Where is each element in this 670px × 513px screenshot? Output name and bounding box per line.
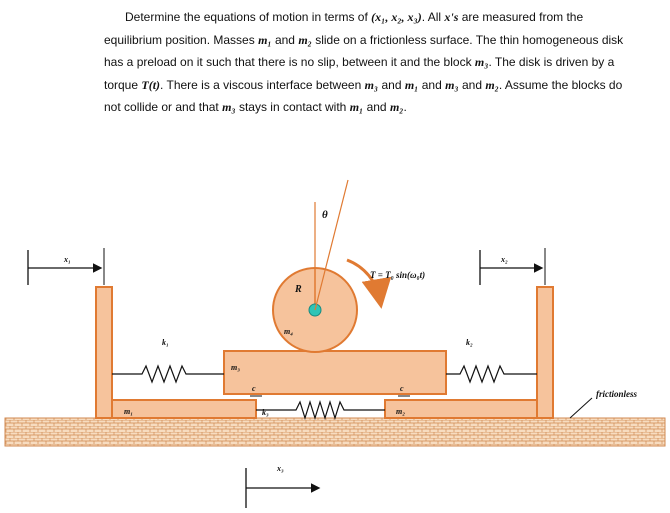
torque-equation: T = T₀ sin(ω₀t) [370, 270, 426, 280]
frictionless-leader [570, 398, 592, 418]
problem-paragraph: Determine the equations of motion in terms of (x₁, x₂, x₃). All x's are measured from the equilibrium position. Masses m₁ and m₂ slide on a frictionless surface. The thin homogeneous disk has a preload on it such that there is no slip, between it and the block m₃. The disk is driven by a torque T(t). There is a viscous interface between m₃ and m₁ and m₃ and m₂. Assume the blocks do not collide or and that m₃ stays in contact with m₁ and m₂. [104, 10, 624, 114]
block-m1 [112, 400, 256, 418]
x2-label: x₂ [501, 255, 508, 264]
disk-mass-label: m₄ [284, 327, 294, 336]
right-wall [537, 287, 553, 418]
k2-label: k₂ [466, 338, 473, 347]
theta-label: θ [322, 209, 328, 221]
m3-label: m₃ [231, 363, 241, 372]
x3-label: x₃ [277, 464, 284, 473]
m1-label: m₁ [124, 407, 134, 416]
x1-label: x₁ [64, 255, 71, 264]
spring-k3 [256, 402, 385, 418]
block-m3 [224, 351, 446, 394]
k1-label: k₁ [162, 338, 169, 347]
left-wall [96, 287, 112, 418]
ground-surface [5, 418, 665, 446]
frictionless-label: frictionless [596, 389, 638, 399]
c-right-label: c [400, 384, 404, 393]
spring-k1 [112, 366, 224, 382]
c-left-label: c [252, 384, 256, 393]
spring-k2 [446, 366, 537, 382]
k3-label: k₃ [262, 408, 269, 417]
m2-label: m₂ [396, 407, 406, 416]
radius-label: R [295, 284, 302, 295]
block-m2 [385, 400, 537, 418]
